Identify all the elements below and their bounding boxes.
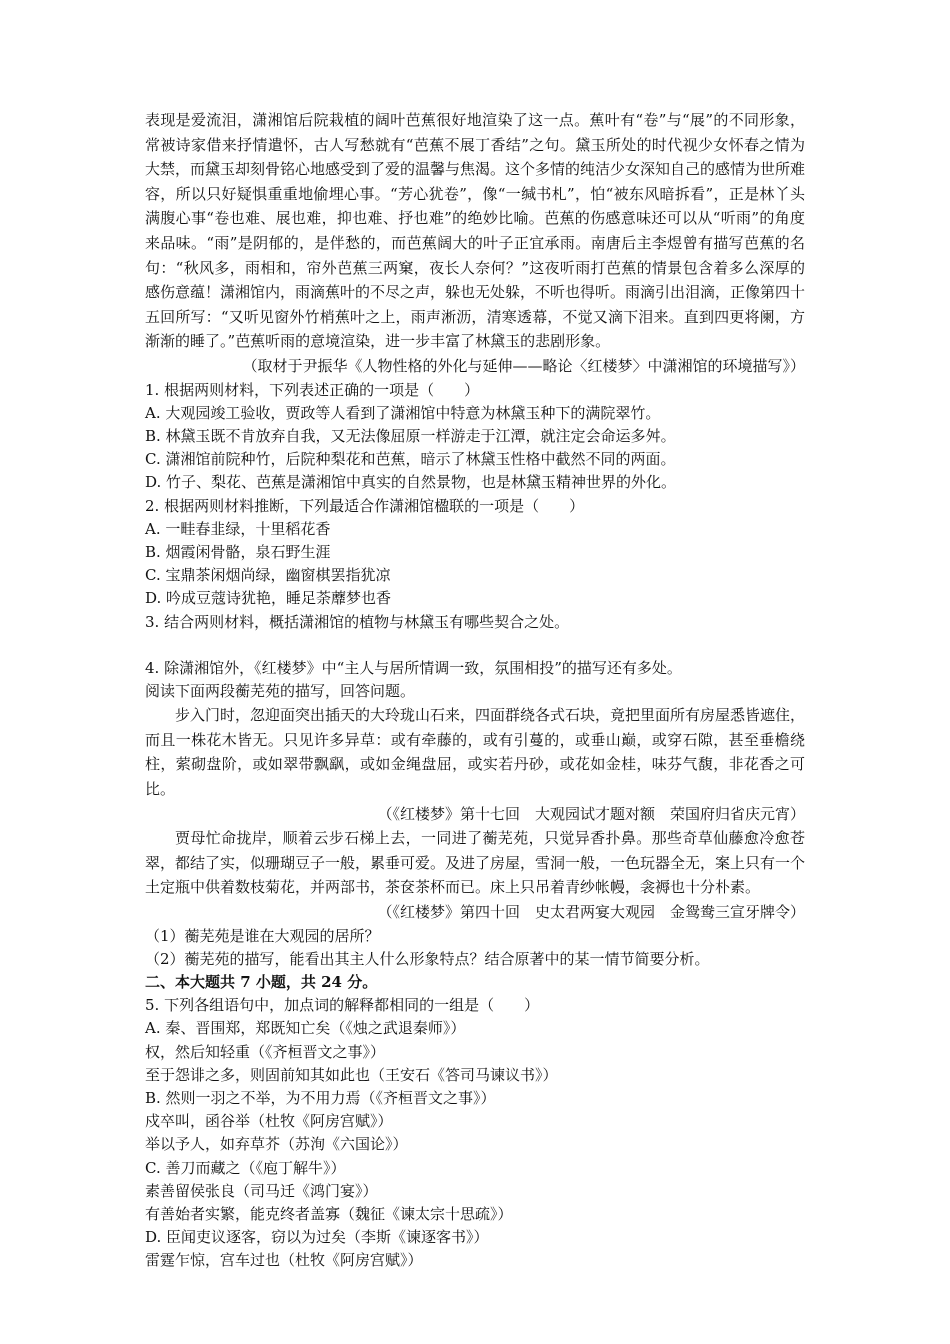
q1-option-c: C. 潇湘馆前院种竹，后院种梨花和芭蕉，暗示了林黛玉性格中截然不同的两面。	[145, 450, 676, 469]
material-paragraph: 表现是爱流泪，潇湘馆后院栽植的阔叶芭蕉很好地渲染了这一点。蕉叶有“卷”与“展”的不同形象，常被诗家借来抒情遣怀，古人写愁就有“芭蕉不展丁香结”之句。黛玉所处的时代视少女怀春之情为大禁，而黛玉却刻骨铭心地感受到了爱的温馨与焦渴。这个多情的纯洁少女深知自己的感情为世所难容，所以只好疑惧重重地偷埋心事。“芳心犹卷”，像“一缄书札”，怕“被东风暗拆看”，正是林丫头满腹心事“卷也难、展也难，抑也难、抒也难”的绝妙比喻。芭蕉的伤感意味还可以从“听雨”的角度来品味。“雨”是阴郁的，是伴愁的，而芭蕉阔大的叶子正宜承雨。南唐后主李煜曾有描写芭蕉的名句：“秋风多，雨相和，帘外芭蕉三两窠，夜长人奈何？”这夜听雨打芭蕉的情景包含着多么深厚的感伤意蕴！潇湘馆内，雨滴蕉叶的不尽之声，躲也无处躲，不听也得听。雨滴引出泪滴，正像第四十五回所写：“又听见窗外竹梢蕉叶之上，雨声淅沥，清寒透幕，不觉又滴下泪来。直到四更将阑，方渐渐的睡了。”芭蕉听雨的意境渲染，进一步丰富了林黛玉的悲剧形象。	[145, 111, 806, 351]
q2-stem: 2. 根据两则材料推断，下列最适合作潇湘馆楹联的一项是（ ）	[145, 496, 585, 515]
q4-source-2: （《红楼梦》第四十回 史太君两宴大观园 金鸳鸯三宣牙牌令）	[377, 902, 805, 921]
q1-option-a: A. 大观园竣工验收，贾政等人看到了潇湘馆中特意为林黛玉种下的满院翠竹。	[145, 403, 661, 422]
q2-option-d: D. 吟成豆蔻诗犹艳，睡足荼蘼梦也香	[145, 589, 392, 608]
q5-line-3: 至于怨诽之多，则固前知其如此也（王安石《答司马谏议书》）	[145, 1065, 558, 1084]
q4-passage-2: 贾母忙命拢岸，顺着云步石梯上去，一同进了蘅芜苑，只觉异香扑鼻。那些奇草仙藤愈冷愈苍翠，都结了实，似珊瑚豆子一般，累垂可爱。及进了房屋，雪洞一般，一色玩器全无，案上只有一个土定瓶中供着数枝菊花，并两部书，茶奁茶杯而已。床上只吊着青纱帐幔，衾褥也十分朴素。	[145, 829, 806, 897]
q4-sub-1: （1）蘅芜苑是谁在大观园的居所？	[145, 926, 380, 945]
q3-stem: 3. 结合两则材料，概括潇湘馆的植物与林黛玉有哪些契合之处。	[145, 612, 570, 631]
q4-sub-2: （2）蘅芜苑的描写，能看出其主人什么形象特点？结合原著中的某一情节简要分析。	[145, 949, 710, 968]
q5-stem: 5. 下列各组语句中，加点词的解释都相同的一组是（ ）	[145, 996, 540, 1015]
q5-line-2: 权，然后知轻重（《齐桓晋文之事》）	[145, 1042, 386, 1061]
q4-intro: 阅读下面两段蘅芜苑的描写，回答问题。	[145, 681, 416, 700]
document-page	[145, 108, 805, 1273]
q2-option-b: B. 烟霞闲骨骼，泉石野生涯	[145, 542, 331, 561]
q4-passage-1: 步入门时，忽迎面突出插天的大玲珑山石来，四面群绕各式石块，竟把里面所有房屋悉皆遮住，而且一株花木皆无。只见许多异草：或有牵藤的，或有引蔓的，或垂山巅，或穿石隙，甚至垂檐绕柱，萦砌盘阶，或如翠带飘飖，或如金绳盘屈，或实若丹砂，或花如金桂，味芬气馥，非花香之可比。	[145, 706, 806, 798]
q5-line-8: 素善留侯张良（司马迁《鸿门宴》）	[145, 1181, 378, 1200]
q5-line-5: 戍卒叫，函谷举（杜牧《阿房宫赋》）	[145, 1112, 393, 1131]
q5-line-7: C. 善刀而藏之（《庖丁解牛》）	[145, 1158, 346, 1177]
q5-line-6: 举以予人，如弃草芥（苏洵《六国论》）	[145, 1135, 408, 1154]
material-source: （取材于尹振华《人物性格的外化与延伸——略论〈红楼梦〉中潇湘馆的环境描写》）	[242, 356, 805, 375]
q1-stem: 1. 根据两则材料，下列表述正确的一项是（ ）	[145, 380, 480, 399]
q4-stem: 4. 除潇湘馆外，《红楼梦》中“主人与居所情调一致，氛围相投”的描写还有多处。	[145, 658, 682, 677]
q5-line-11: 雷霆乍惊，宫车过也（杜牧《阿房宫赋》）	[145, 1251, 423, 1270]
q4-source-1: （《红楼梦》第十七回 大观园试才题对额 荣国府归省庆元宵）	[377, 804, 805, 823]
q1-option-d: D. 竹子、梨花、芭蕉是潇湘馆中真实的自然景物，也是林黛玉精神世界的外化。	[145, 473, 677, 492]
q5-line-10: D. 臣闻吏议逐客，窃以为过矣（李斯《谏逐客书》）	[145, 1228, 489, 1247]
answer-space	[145, 634, 805, 657]
q2-option-c: C. 宝鼎茶闲烟尚绿，幽窗棋罢指犹凉	[145, 566, 391, 585]
q5-line-4: B. 然则一羽之不举，为不用力焉（《齐桓晋文之事》）	[145, 1088, 496, 1107]
section-heading: 二、本大题共 7 小题，共 24 分。	[145, 972, 378, 991]
q1-option-b: B. 林黛玉既不肯放弃自我，又无法像屈原一样游走于江潭，就注定会命运多舛。	[145, 426, 676, 445]
q5-line-9: 有善始者实繁，能克终者盖寡（魏征《谏太宗十思疏》）	[145, 1204, 513, 1223]
q5-line-1: A. 秦、晋围郑，郑既知亡矣（《烛之武退秦师》）	[145, 1019, 466, 1038]
q2-option-a: A. 一畦春韭绿，十里稻花香	[145, 519, 331, 538]
